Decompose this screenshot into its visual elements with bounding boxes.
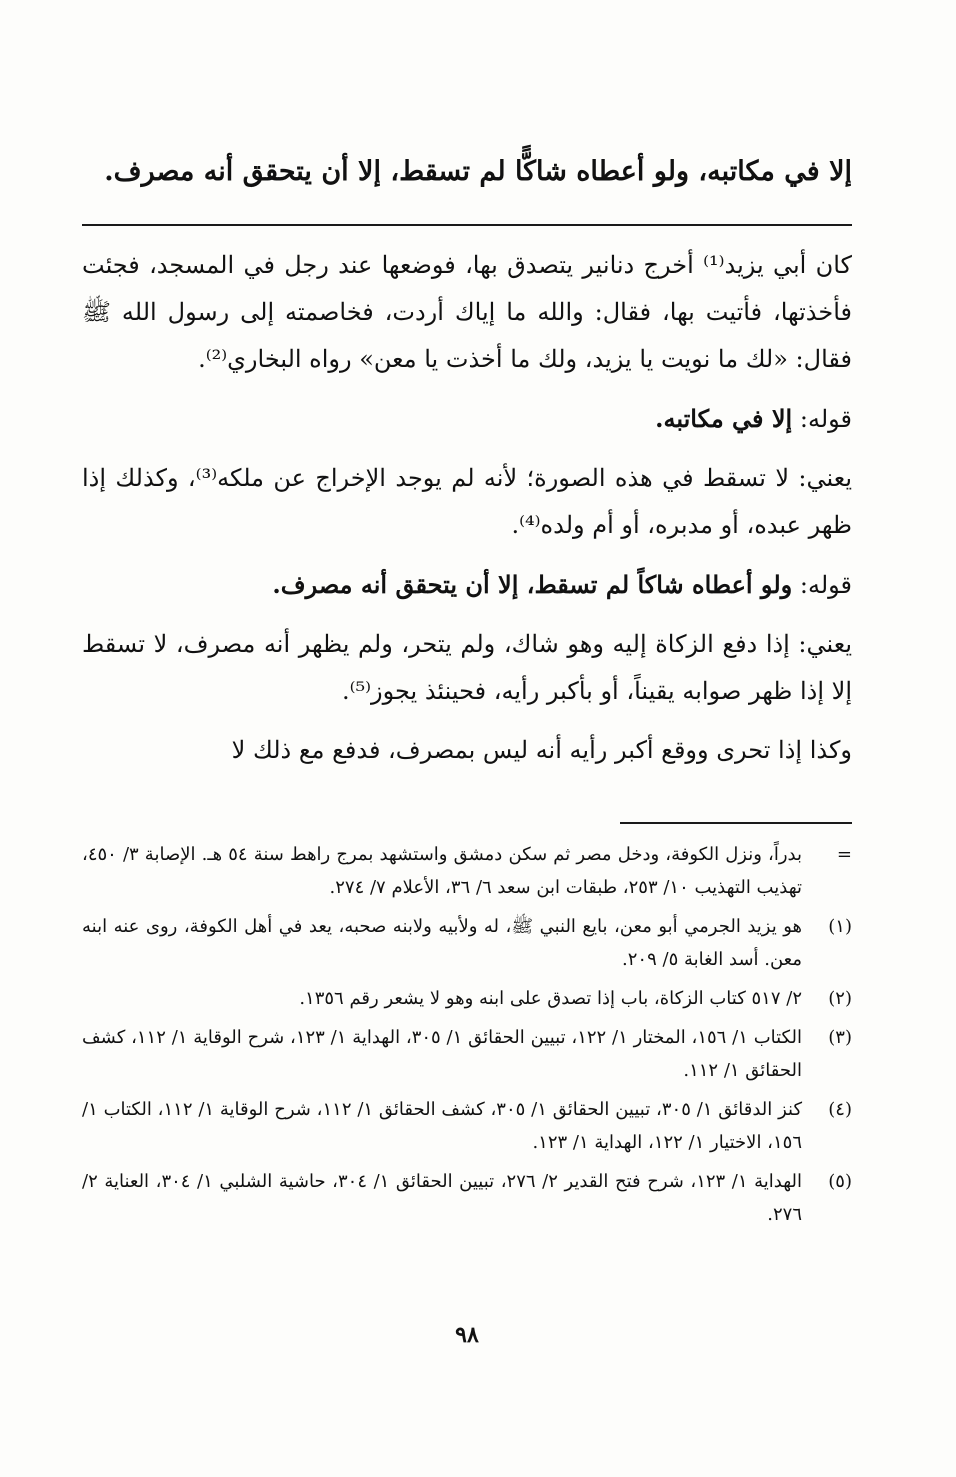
quote-line-2	[82, 561, 852, 609]
footnote-item	[82, 982, 852, 1015]
commentary-body	[82, 242, 852, 774]
top-divider	[82, 224, 852, 226]
quote-label: قوله:	[799, 405, 852, 433]
footnote-number: (١)	[828, 916, 852, 937]
book-page	[82, 0, 852, 1477]
footnote-number: (٣)	[828, 1027, 852, 1048]
footnote-item	[82, 1021, 852, 1087]
footnote-text: ٢/ ٥١٧ كتاب الزكاة، باب إذا تصدق على ابنه وهو لا يشعر رقم ١٣٥٦.	[299, 988, 802, 1009]
footnote-number: (٤)	[828, 1099, 852, 1120]
paragraph-2: يعني: لا تسقط في هذه الصورة؛ لأنه لم يوجد الإخراج عن ملكه⁽³⁾، وكذلك إذا ظهر عبده، أو مدبره، أو أم ولده⁽⁴⁾.	[82, 464, 852, 539]
footnote-text: بدراً، ونزل الكوفة، ودخل مصر ثم سكن دمشق واستشهد بمرج راهط سنة ٥٤ هـ. الإصابة ٣/ ٤٥٠، تهذيب التهذيب ١٠/ ٢٥٣، طبقات ابن سعد ٦/ ٣٦، الأعلام ٧/ ٢٧٤.	[82, 844, 802, 898]
paragraph-1: كان أبي يزيد⁽¹⁾ أخرج دنانير يتصدق بها، فوضعها عند رجل في المسجد، فجئت فأخذتها، فأتيت بها، فقال: والله ما إياك أردت، فخاصمته إلى رسول الله ﷺ فقال: «لك ما نويت يا يزيد، ولك ما أخذت يا معن» رواه البخاري⁽²⁾.	[82, 251, 852, 373]
footnote-text: الهداية ١/ ١٢٣، شرح فتح القدير ٢/ ٢٧٦، تبيين الحقائق ١/ ٣٠٤، حاشية الشلبي ١/ ٣٠٤، العناية ٢/ ٢٧٦.	[82, 1171, 803, 1225]
footnote-item	[82, 1093, 852, 1159]
footnote-divider	[620, 822, 852, 824]
matn-heading: إلا في مكاتبه، ولو أعطاه شاكًّا لم تسقط، إلا أن يتحقق أنه مصرف.	[104, 156, 852, 187]
quote-text: ولو أعطاه شاكاً لم تسقط، إلا أن يتحقق أنه مصرف.	[272, 570, 793, 599]
footnote-text: كنز الدقائق ١/ ٣٠٥، تبيين الحقائق ١/ ٣٠٥، كشف الحقائق ١/ ١١٢، شرح الوقاية ١/ ١١٢، الكتاب ١/ ١٥٦، الاختيار ١/ ١٢٢، الهداية ١/ ١٢٣.	[82, 1099, 803, 1153]
quote-text: إلا في مكاتبه.	[655, 404, 793, 433]
paragraph-3: يعني: إذا دفع الزكاة إليه وهو شاك، ولم يتحر، ولم يظهر أنه مصرف، لا تسقط إلا إذا ظهر صوابه يقيناً، أو بأكبر رأيه، فحينئذ يجوز⁽⁵⁾.	[82, 630, 852, 705]
footnote-text: هو يزيد الجرمي أبو معن، بايع النبي ﷺ، له ولأبيه ولابنه صحبه، يعد في أهل الكوفة، روى عنه ابنه معن. أسد الغابة ٥/ ٢٠٩.	[82, 916, 802, 970]
footnote-text: الكتاب ١/ ١٥٦، المختار ١/ ١٢٢، تبيين الحقائق ١/ ٣٠٥، الهداية ١/ ١٢٣، شرح الوقاية ١/ ١١٢، كشف الحقائق ١/ ١١٢.	[82, 1027, 802, 1081]
footnote-item	[82, 910, 852, 976]
quote-line-1	[82, 395, 852, 443]
page-number: ٩٨	[455, 1322, 479, 1348]
footnote-number: (٥)	[828, 1171, 852, 1192]
footnote-number: (٢)	[828, 988, 852, 1009]
footnote-number: =	[836, 844, 852, 865]
footnote-item	[82, 838, 852, 904]
footnotes	[82, 838, 852, 1237]
footnote-item	[82, 1165, 852, 1231]
paragraph-4: وكذا إذا تحرى ووقع أكبر رأيه أنه ليس بمصرف، فدفع مع ذلك لا	[231, 736, 852, 764]
quote-label: قوله:	[799, 571, 852, 599]
